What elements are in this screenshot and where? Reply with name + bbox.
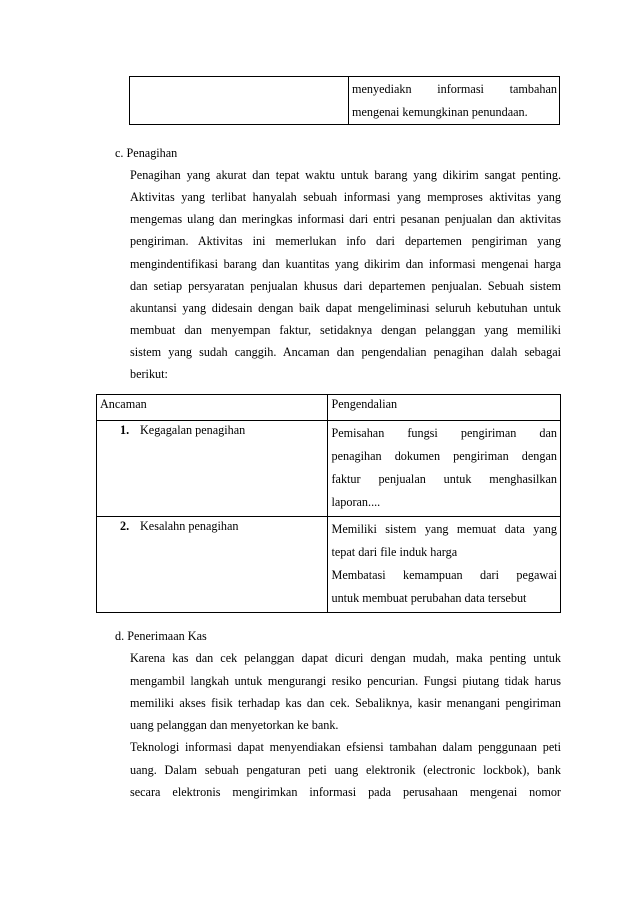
control-cell (328, 421, 561, 517)
control-line: untuk membuat perubahan data tersebut (331, 591, 527, 605)
continued-table (129, 76, 560, 125)
row-number: 2. (120, 519, 130, 533)
paragraph-line: memiliki akses fisik terhadap kas dan cek. Sebaliknya, kasir menangani pengiriman (130, 696, 561, 710)
paragraph-line: Karena kas dan cek pelanggan dapat dicuri dengan mudah, maka penting untuk (130, 651, 561, 665)
continued-table-right-cell (349, 77, 560, 125)
control-line: tepat dari file induk harga (331, 545, 458, 559)
control-cell (328, 517, 561, 613)
control-line: Pemisahan fungsi pengiriman dan (331, 426, 557, 440)
table-cell-line: mengenai kemungkinan penundaan. (352, 105, 528, 119)
paragraph-line: secara elektronis mengirimkan informasi pada perusahaan mengenai nomor (130, 785, 561, 799)
table-header-cell (328, 395, 561, 421)
control-line: Memiliki sistem yang memuat data yang (331, 522, 557, 536)
paragraph-line: pengiriman. Aktivitas ini memerlukan info dari departemen pengiriman yang (130, 234, 561, 248)
paragraph-line: mengindentifikasi barang dan kuantitas yang dikirim dan informasi mengenai harga (130, 257, 561, 271)
header-ancaman: Ancaman (100, 397, 147, 411)
threat-cell (97, 421, 328, 517)
paragraph-line: berikut: (130, 367, 168, 381)
continued-table-left-cell (130, 77, 349, 125)
paragraph-line: Aktivitas yang terlibat hanyalah sebuah informasi yang memproses aktivitas yang (130, 190, 561, 204)
table-row (97, 517, 561, 613)
control-line: penagihan dokumen pengiriman dengan (331, 449, 557, 463)
paragraph-line: Teknologi informasi dapat menyendiakan efsiensi tambahan dalam penggunaan peti (130, 740, 561, 754)
section-c-heading: c. Penagihan (115, 146, 178, 160)
table-row (97, 421, 561, 517)
control-line: Membatasi kemampuan dari pegawai (331, 568, 557, 582)
row-number: 1. (120, 423, 130, 437)
control-line: faktur penjualan untuk menghasilkan (331, 472, 557, 486)
paragraph-line: dan setiap persyaratan penjualan khusus dari departemen penjualan. Sebuah sistem (130, 279, 561, 293)
threat-control-table (96, 394, 561, 613)
table-header-cell (97, 395, 328, 421)
paragraph-line: uang pelanggan dan menyetorkan ke bank. (130, 718, 339, 732)
threat-text: Kesalahn penagihan (140, 519, 239, 533)
paragraph-line: mengemas ulang dan meringkas informasi dari entri pesanan penjualan dan aktivitas (130, 212, 561, 226)
paragraph-line: membuat dan menyempan faktur, setidaknya dengan pelanggan yang memiliki (130, 323, 561, 337)
control-line: laporan.... (331, 495, 381, 509)
paragraph-line: uang. Dalam sebuah pengaturan peti uang elektronik (electronic lockbok), bank (130, 763, 561, 777)
table-header-row (97, 395, 561, 421)
section-d-heading: d. Penerimaan Kas (115, 629, 207, 643)
paragraph-line: sistem yang sudah canggih. Ancaman dan pengendalian penagihan dalah sebagai (130, 345, 561, 359)
paragraph-line: akuntansi yang didesain dengan baik dapat mengeliminasi seluruh kebutuhan untuk (130, 301, 561, 315)
header-pengendalian: Pengendalian (331, 397, 398, 411)
paragraph-line: Penagihan yang akurat dan tepat waktu untuk barang yang dikirim sangat penting. (130, 168, 561, 182)
threat-text: Kegagalan penagihan (140, 423, 246, 437)
paragraph-line: mengambil langkah untuk mengurangi resiko pencurian. Fungsi piutang tidak harus (130, 674, 561, 688)
table-cell-line: menyediakn informasi tambahan (352, 82, 557, 96)
threat-cell (97, 517, 328, 613)
